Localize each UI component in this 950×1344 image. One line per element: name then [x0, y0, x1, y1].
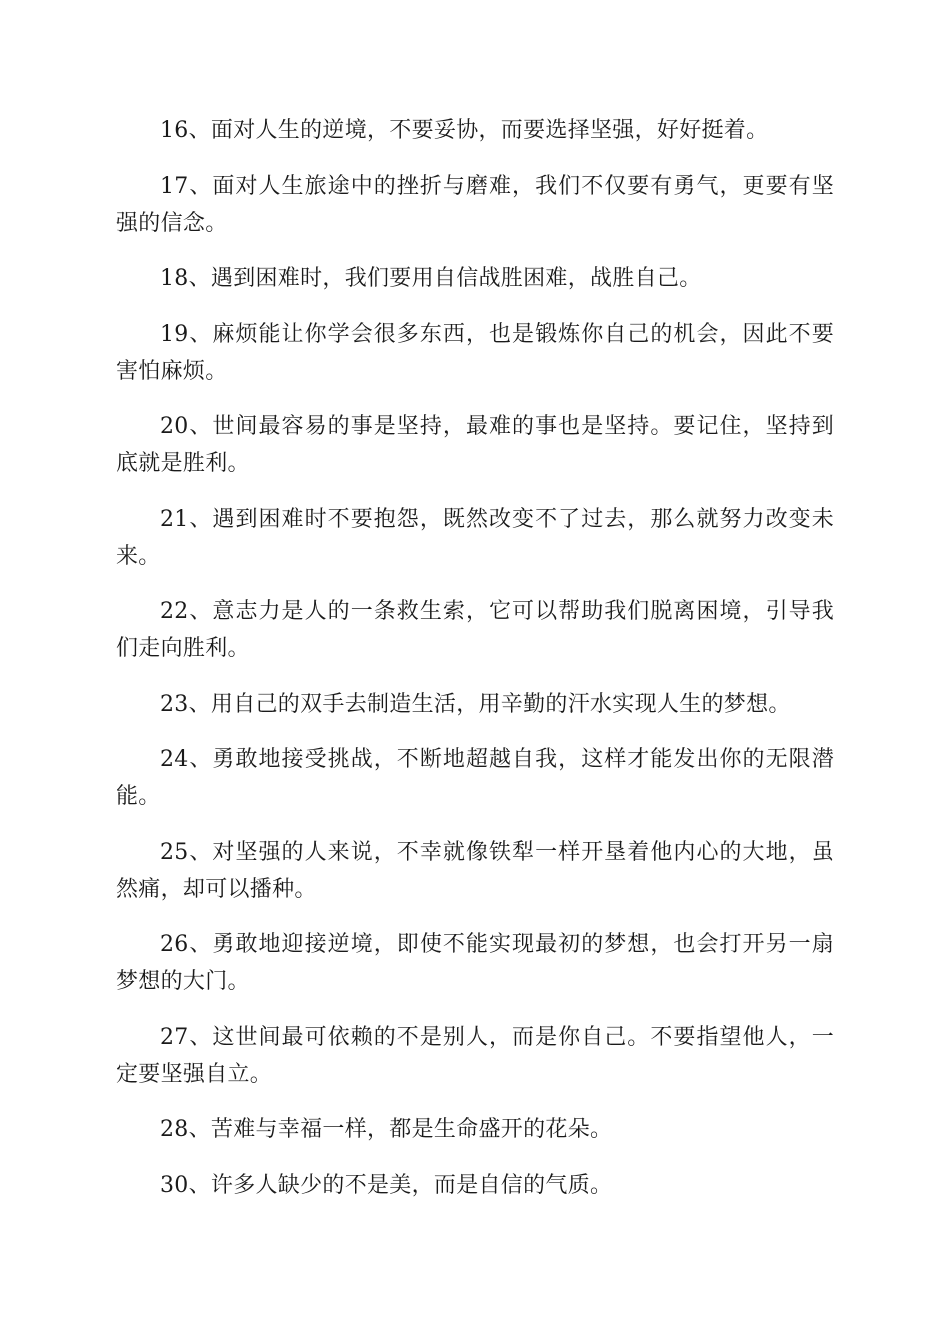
quote-paragraph-23: 23、用自己的双手去制造生活，用辛勤的汗水实现人生的梦想。: [160, 691, 791, 717]
quote-paragraph-26: 26、勇敢地迎接逆境，即使不能实现最初的梦想，也会打开另一扇梦想的大门。: [116, 932, 834, 994]
quote-paragraph-27: 27、这世间最可依赖的不是别人，而是你自己。不要指望他人，一定要坚强自立。: [116, 1024, 834, 1087]
quote-paragraph-19: 19、麻烦能让你学会很多东西，也是锻炼你自己的机会，因此不要害怕麻烦。: [116, 321, 834, 384]
quote-paragraph-20: 20、世间最容易的事是坚持，最难的事也是坚持。要记住，坚持到底就是胜利。: [116, 414, 834, 476]
quote-paragraph-30: 30、许多人缺少的不是美，而是自信的气质。: [160, 1172, 613, 1198]
quote-paragraph-21: 21、遇到困难时不要抱怨，既然改变不了过去，那么就努力改变未来。: [116, 506, 834, 569]
quote-paragraph-25: 25、对坚强的人来说，不幸就像铁犁一样开垦着他内心的大地，虽然痛，却可以播种。: [116, 839, 834, 902]
quote-paragraph-16: 16、面对人生的逆境，不要妥协，而要选择坚强，好好挺着。: [160, 118, 769, 143]
quote-paragraph-18: 18、遇到困难时，我们要用自信战胜困难，战胜自己。: [160, 266, 702, 291]
document-body: [116, 112, 834, 1222]
quote-paragraph-24: 24、勇敢地接受挑战，不断地超越自我，这样才能发出你的无限潜能。: [116, 747, 834, 809]
quote-paragraph-17: 17、面对人生旅途中的挫折与磨难，我们不仅要有勇气，更要有坚强的信念。: [116, 173, 834, 236]
quote-paragraph-22: 22、意志力是人的一条救生索，它可以帮助我们脱离困境，引导我们走向胜利。: [116, 599, 834, 661]
quote-paragraph-28: 28、苦难与幸福一样，都是生命盛开的花朵。: [160, 1117, 613, 1142]
